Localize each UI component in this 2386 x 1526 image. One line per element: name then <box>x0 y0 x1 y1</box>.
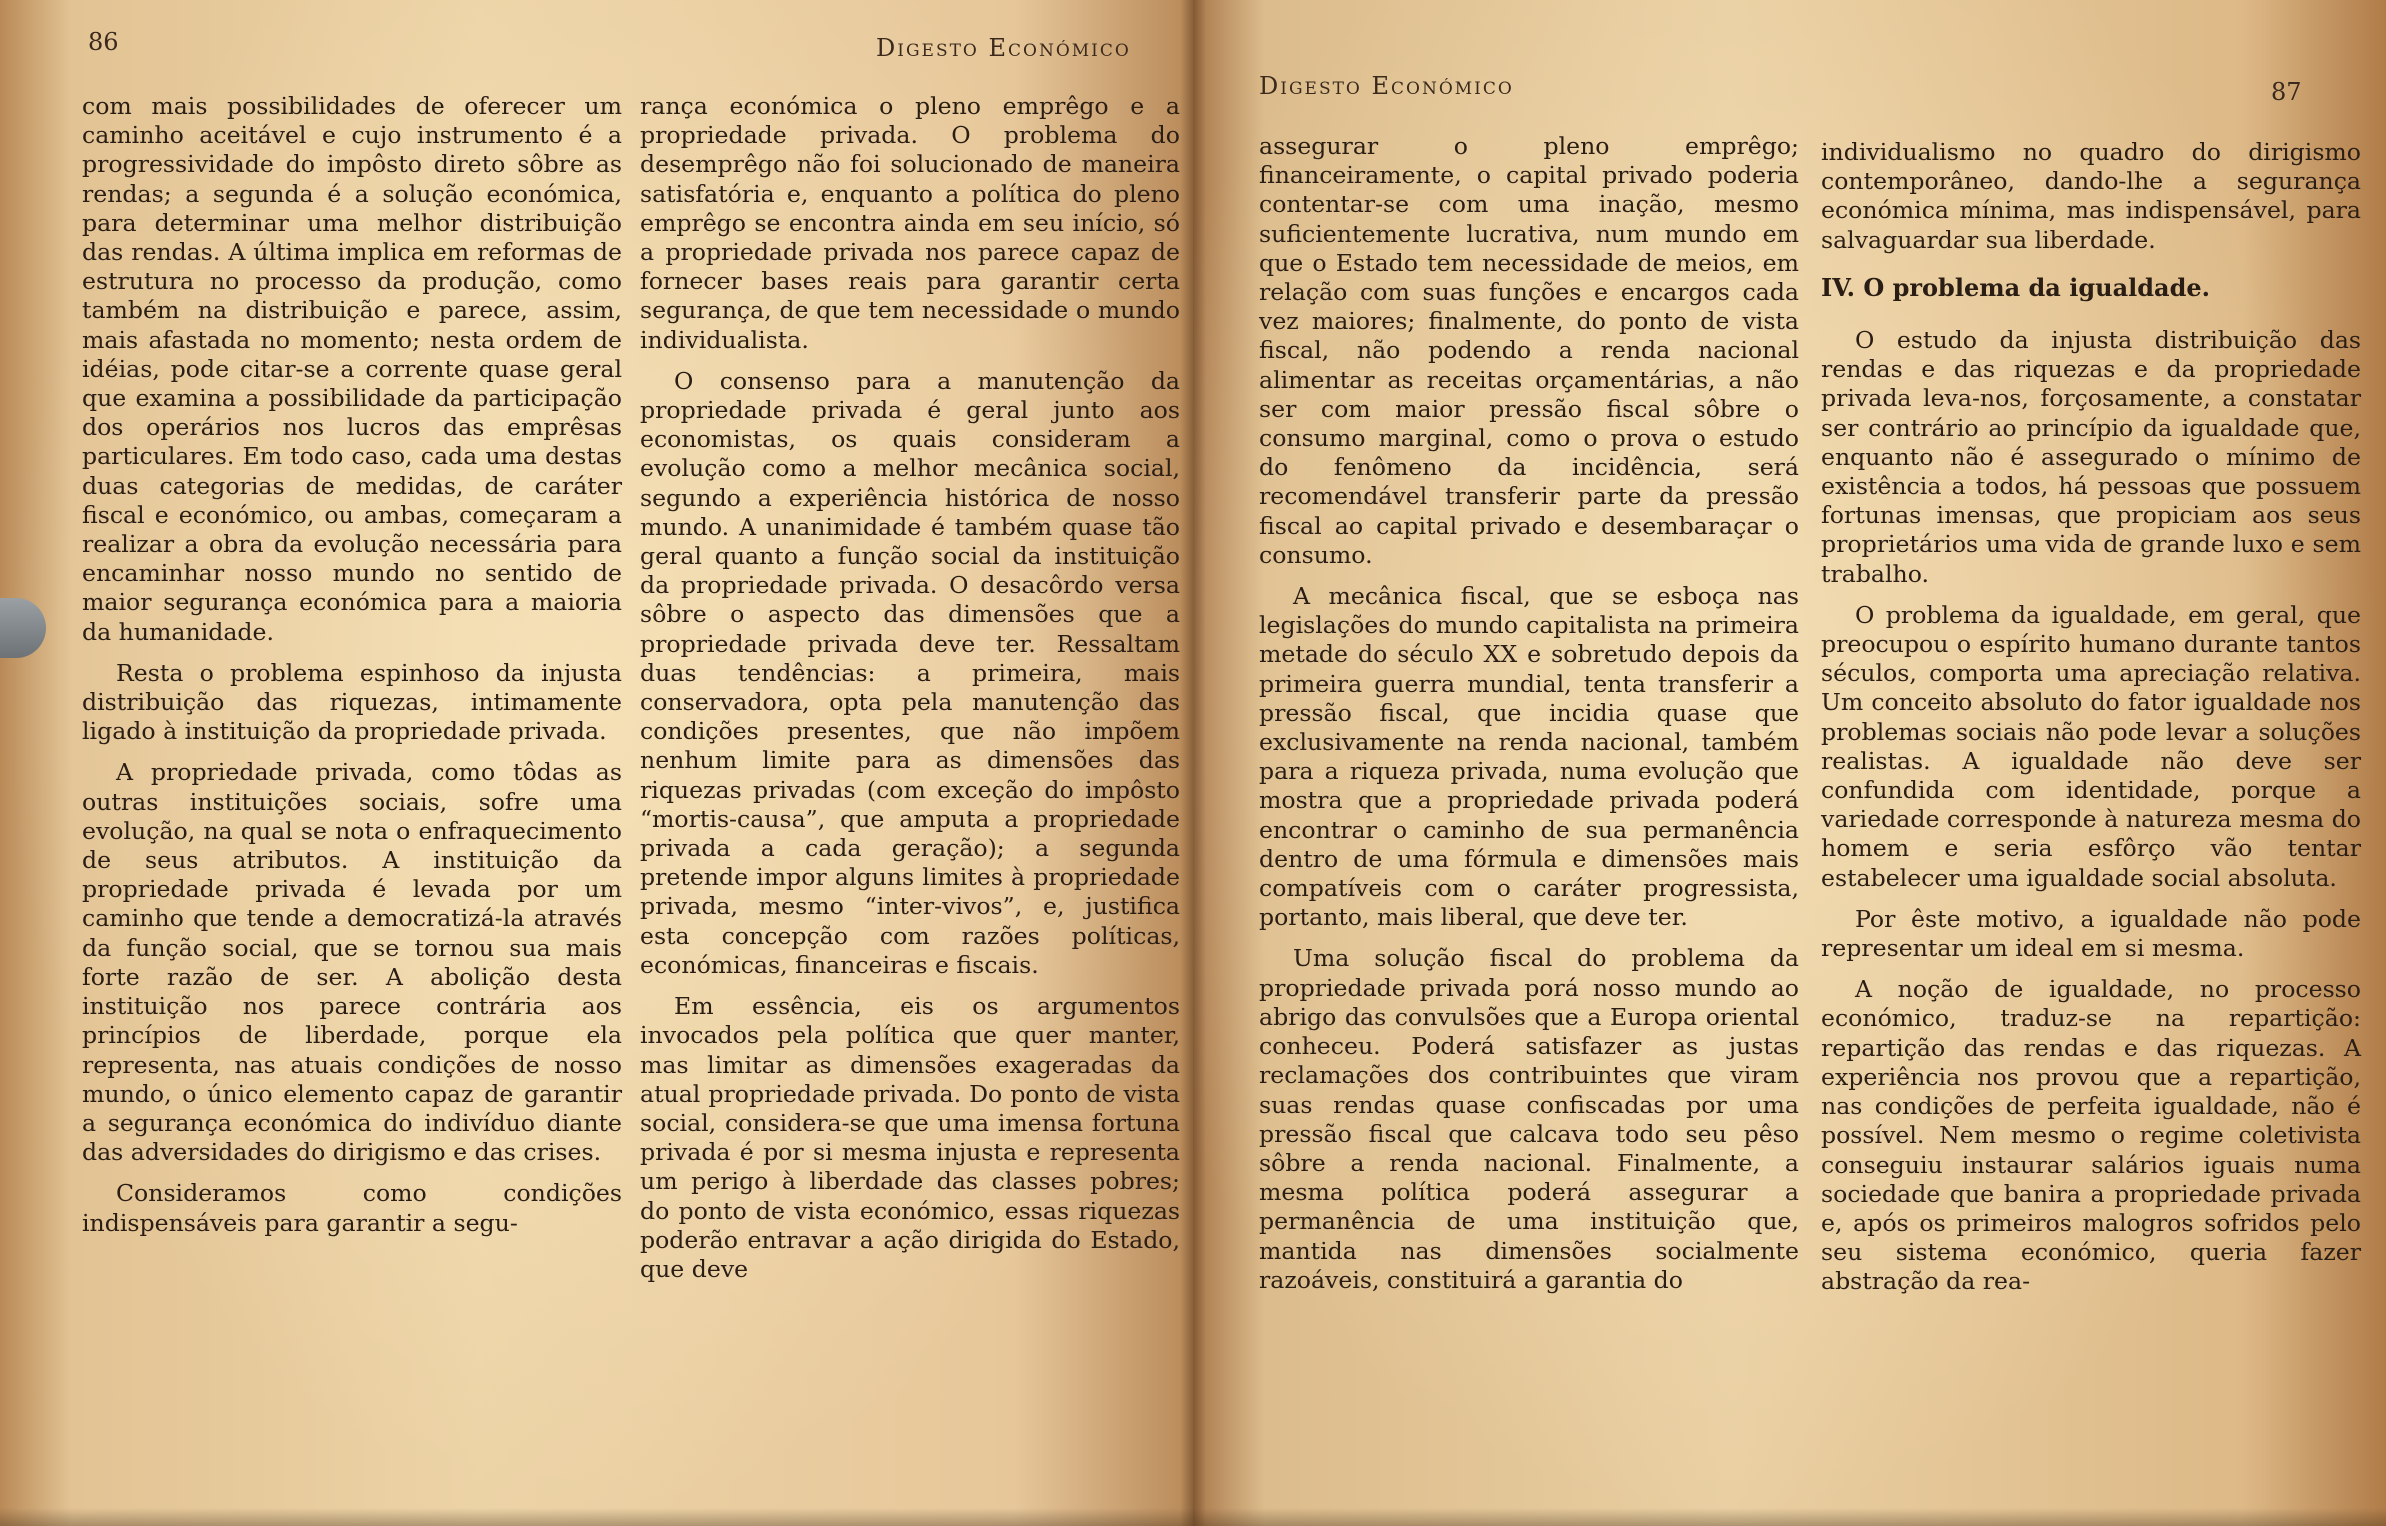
section-heading: IV. O problema da igualdade. <box>1821 272 2210 302</box>
paragraph: O consenso para a manutenção da propriedade privada é geral junto aos economistas, os quais consideram a evolução como a melhor mecânica social, segundo a experiência histórica de nosso mundo. A unanimidade é também quase tão geral quanto a função social da instituição da propriedade privada. O desacôrdo versa sôbre o aspecto das dimensões que a propriedade privada deve ter. Ressaltam duas tendências: a primeira, mais conservadora, opta pela manutenção das condições presentes, que não impõem nenhum limite para as dimensões das riquezas privadas (com exceção do impôsto “mortis-causa”, que amputa a propriedade privada a cada geração); a segunda pretende impor alguns limites à propriedade privada, mesmo “inter-vivos”, e, justifica esta concepção com razões políticas, económicas, financeiras e fiscais. <box>640 366 1180 979</box>
running-head: Digesto Económico <box>876 34 1131 62</box>
running-head: Digesto Económico <box>1259 72 1514 100</box>
paragraph: A mecânica fiscal, que se esboça nas legislações do mundo capitalista na primeira metade do século XX e sobretudo depois da primeira guerra mundial, tenta transferir a pressão fiscal, que incidia quase que exclusivamente na renda nacional, também para a riqueza privada, numa evolução que mostra que a propriedade privada poderá encontrar o caminho de sua permanência dentro de uma fórmula e dimensões mais compatíveis com o caráter progressista, portanto, mais liberal, que deve ter. <box>1259 582 1799 932</box>
paragraph: com mais possibilidades de oferecer um caminho aceitável e cujo instrumento é a progressividade do impôsto direto sôbre as rendas; a segunda é a solução económica, para determinar uma melhor distribuição das rendas. A última implica em reformas de estrutura no processo da produção, como também na distribuição e parece, assim, mais afastada no momento; nesta ordem de idéias, pode citar-se a corrente quase geral que examina a possibilidade da participação dos operários nos lucros das emprêsas particulares. Em todo caso, cada uma destas duas categorias de medidas, de caráter fiscal e económico, ou ambas, começaram a realizar a obra da evolução necessária para encaminhar nosso mundo no sentido de maior segurança económica para a maioria da humanidade. <box>82 92 622 646</box>
right-page-column-2 <box>1821 138 2361 1309</box>
right-page <box>1193 0 2386 1526</box>
page-number: 87 <box>2271 78 2302 106</box>
paragraph: rança económica o pleno emprêgo e a propriedade privada. O problema do desemprêgo não foi solucionado de maneira satisfatória e, enquanto a política do pleno emprêgo se encontra ainda em seu início, só a propriedade privada nos parece capaz de fornecer bases reais para garantir certa segurança, de que tem necessidade o mundo individualista. <box>640 92 1180 354</box>
paragraph: Consideramos como condições indispensáveis para garantir a segu- <box>82 1179 622 1237</box>
paragraph: O problema da igualdade, em geral, que preocupou o espírito humano durante tantos séculos, comporta uma apreciação relativa. Um conceito absoluto do fator igualdade nos problemas sociais não pode levar a soluções realistas. A igualdade não deve ser confundida com identidade, porque a variedade corresponde à natureza mesma do homem e seria esfôrço vão tentar estabelecer uma igualdade social absoluta. <box>1821 600 2361 892</box>
left-page-column-1 <box>82 92 622 1250</box>
page-edge-shadow <box>1193 1508 2386 1526</box>
paragraph: A propriedade privada, como tôdas as outras instituições sociais, sofre uma evolução, na qual se nota o enfraquecimento de seus atributos. A instituição da propriedade privada é levada por um caminho que tende a democratizá-la através da função social, que se tornou sua mais forte razão de ser. A abolição desta instituição nos parece contrária aos princípios de liberdade, porque ela representa, nas atuais condições de nosso mundo, o único elemento capaz de garantir a segurança económica do indivíduo diante das adversidades do dirigismo e das crises. <box>82 758 622 1167</box>
paragraph: individualismo no quadro do dirigismo contemporâneo, dando-lhe a segurança económica mínima, mas indispensável, para salvaguardar sua liberdade. <box>1821 138 2361 254</box>
paragraph: A noção de igualdade, no processo económico, traduz-se na repartição: repartição das rendas e das riquezas. A experiência nos provou que a repartição, nas condições de perfeita igualdade, não é possível. Nem mesmo o regime coletivista conseguiu instaurar salários iguais numa sociedade que banira a propriedade privada e, após os primeiros malogros sofridos pelo seu sistema económico, queria fazer abstração da rea- <box>1821 975 2361 1296</box>
paragraph: Em essência, eis os argumentos invocados pela política que quer manter, mas limitar as dimensões exageradas da atual propriedade privada. Do ponto de vista social, considera-se que uma imensa fortuna privada é por si mesma injusta e representa um perigo à liberdade das classes pobres; do ponto de vista económico, essas riquezas poderão entravar a ação dirigida do Estado, que deve <box>640 992 1180 1283</box>
right-page-column-1 <box>1259 132 1799 1307</box>
paragraph: Por êste motivo, a igualdade não pode representar um ideal em si mesma. <box>1821 904 2361 963</box>
page-number: 86 <box>88 28 119 56</box>
page-tab-marker <box>0 598 46 658</box>
page-edge-shadow <box>0 1508 1193 1526</box>
paragraph: O estudo da injusta distribuição das rendas e das riquezas e da propriedade privada leva-nos, forçosamente, a constatar ser contrário ao princípio da igualdade que, enquanto não é assegurado o mínimo de existência a todos, há pessoas que possuem fortunas imensas, que propiciam aos seus proprietários uma vida de grande luxo e sem trabalho. <box>1821 326 2361 588</box>
paragraph: Resta o problema espinhoso da injusta distribuição das riquezas, intimamente ligado à instituição da propriedade privada. <box>82 658 622 746</box>
left-page-column-2 <box>640 92 1180 1296</box>
paragraph: Uma solução fiscal do problema da propriedade privada porá nosso mundo ao abrigo das convulsões que a Europa oriental conheceu. Poderá satisfazer as justas reclamações dos contribuintes que viram suas rendas quase confiscadas por uma pressão fiscal que calcava todo seu pêso sôbre a renda nacional. Finalmente, a mesma política poderá assegurar a permanência de uma instituição que, mantida nas dimensões socialmente razoáveis, constituirá a garantia do <box>1259 944 1799 1294</box>
paragraph: assegurar o pleno emprêgo; financeiramente, o capital privado poderia contentar-se com uma inação, mesmo suficientemente lucrativa, num mundo em que o Estado tem necessidade de meios, em relação com suas funções e encargos cada vez maiores; finalmente, do ponto de vista fiscal, não podendo a renda nacional alimentar as receitas orçamentárias, a não ser com maior pressão fiscal sôbre o consumo marginal, como o prova o estudo do fenômeno da incidência, será recomendável transferir parte da pressão fiscal ao capital privado e desembaraçar o consumo. <box>1259 132 1799 569</box>
